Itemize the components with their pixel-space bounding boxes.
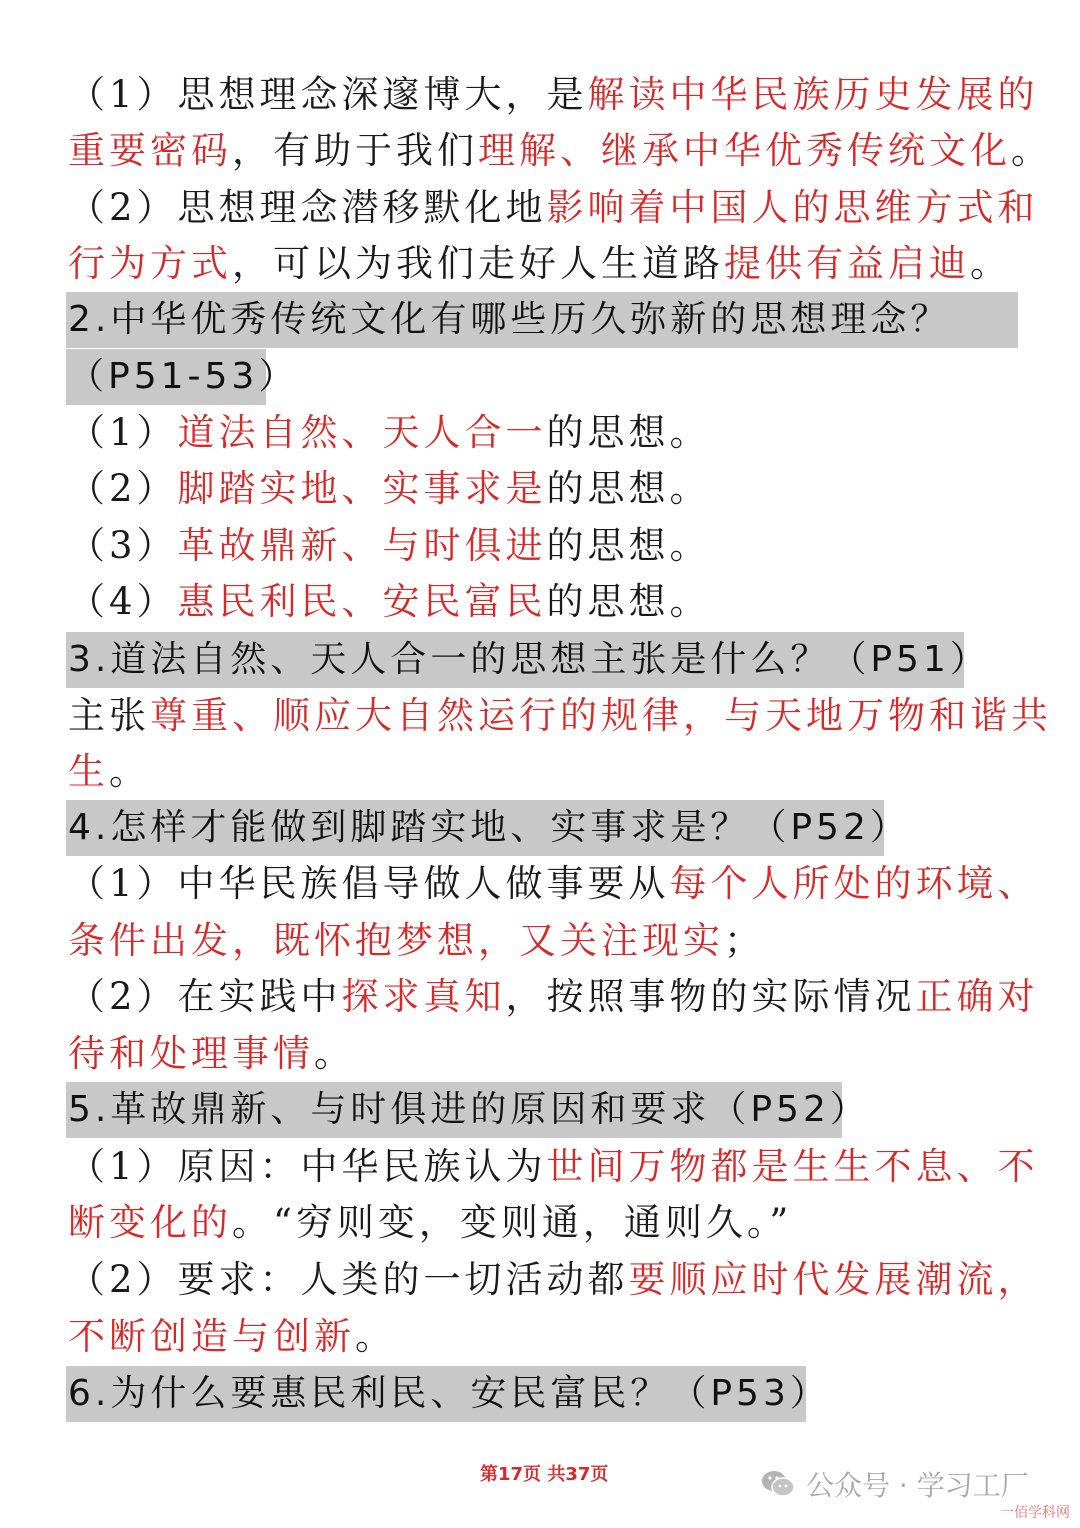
body-text: （1）思想理念深邃博大，是 (68, 73, 588, 116)
watermark (760, 1462, 1029, 1506)
body-text: ，按照事物的实际情况 (505, 975, 916, 1018)
highlighted-text: 惠民利民、安民富民 (177, 580, 547, 623)
body-text: 。 (314, 1032, 355, 1075)
highlighted-text: 正确对 (915, 975, 1039, 1018)
body-text: 的思想。 (546, 580, 711, 623)
highlighted-text: 革故鼎新、与时俱进 (177, 524, 547, 567)
text-line (68, 970, 1039, 1024)
text-line (68, 406, 711, 460)
highlighted-text: 提供有益启迪 (724, 242, 970, 285)
text-line (68, 181, 1039, 235)
text-line (68, 914, 765, 968)
question-heading: 5.革故鼎新、与时俱进的原因和要求（P52） (66, 1082, 842, 1138)
text-line (68, 237, 1011, 291)
highlighted-text: 影响着中国人的思维方式和 (546, 186, 1039, 229)
highlighted-text: 理解、继承中华优秀传统文化 (478, 129, 1011, 172)
text-line (68, 1140, 1039, 1194)
question-heading: 6.为什么要惠民利民、安民富民？（P53） (66, 1366, 806, 1422)
question-heading-pages: （P51-53） (66, 349, 266, 405)
body-text: 的思想。 (546, 524, 711, 567)
highlighted-text: 世间万物都是生生不息、不 (546, 1145, 1039, 1188)
text-line (68, 124, 1052, 178)
body-text: 。 (109, 750, 150, 793)
body-text: 。 (1011, 129, 1052, 172)
text-line (68, 519, 711, 573)
highlighted-text: 每个人所处的环境、 (669, 862, 1039, 905)
highlighted-text: 解读中华民族历史发展的 (587, 73, 1039, 116)
text-line (68, 1253, 1039, 1307)
text-line (68, 462, 711, 516)
text-line (68, 745, 150, 799)
highlighted-text: 待和处理事情 (68, 1032, 314, 1075)
text-line (68, 575, 711, 629)
body-text: 的思想。 (546, 411, 711, 454)
body-text: 的思想。 (546, 467, 711, 510)
highlighted-text: 脚踏实地、实事求是 (177, 467, 547, 510)
highlighted-text: 探求真知 (341, 975, 506, 1018)
text-line (68, 68, 1039, 122)
highlighted-text: 道法自然、天人合一 (177, 411, 547, 454)
text-line (68, 1027, 355, 1081)
body-text: 。“穷则变，变则通，通则久。” (232, 1201, 793, 1244)
body-text: （2）在实践中 (68, 975, 342, 1018)
body-text: （3） (68, 524, 178, 567)
body-text: ，有助于我们 (232, 129, 478, 172)
body-text: （2）思想理念潜移默化地 (68, 186, 547, 229)
body-text: ； (724, 919, 765, 962)
body-text: （2）要求：人类的一切活动都 (68, 1258, 629, 1301)
question-heading: 4.怎样才能做到脚踏实地、实事求是？（P52） (66, 800, 884, 856)
text-line (68, 689, 1052, 743)
question-heading: 2.中华优秀传统文化有哪些历久弥新的思想理念？ (66, 292, 1018, 348)
body-text: （1）中华民族倡导做人做事要从 (68, 862, 670, 905)
body-text: ，可以为我们走好人生道路 (232, 242, 724, 285)
body-text: 。 (970, 242, 1011, 285)
text-line (68, 1196, 792, 1250)
text-line (68, 857, 1039, 911)
highlighted-text: 要顺应时代发展潮流， (628, 1258, 1039, 1301)
highlighted-text: 断变化的 (68, 1201, 232, 1244)
highlighted-text: 尊重、顺应大自然运行的规律，与天地万物和谐共 (150, 694, 1052, 737)
body-text: 。 (355, 1315, 396, 1358)
body-text: （1） (68, 411, 178, 454)
page-number: 第17页 共37页 (480, 1464, 609, 1485)
highlighted-text: 重要密码 (68, 129, 232, 172)
highlighted-text: 生 (68, 750, 109, 793)
wechat-icon (760, 1468, 796, 1500)
highlighted-text: 行为方式 (68, 242, 232, 285)
highlighted-text: 不断创造与创新 (68, 1315, 355, 1358)
corner-watermark: 一佰学科网 (1000, 1505, 1070, 1521)
highlighted-text: 条件出发，既怀抱梦想，又关注现实 (68, 919, 724, 962)
watermark-text: 公众号 · 学习工厂 (806, 1469, 1029, 1502)
body-text: （1）原因：中华民族认为 (68, 1145, 547, 1188)
body-text: （2） (68, 467, 178, 510)
body-text: （4） (68, 580, 178, 623)
question-heading: 3.道法自然、天人合一的思想主张是什么？（P51） (66, 632, 964, 688)
body-text: 主张 (68, 694, 150, 737)
text-line (68, 1310, 396, 1364)
